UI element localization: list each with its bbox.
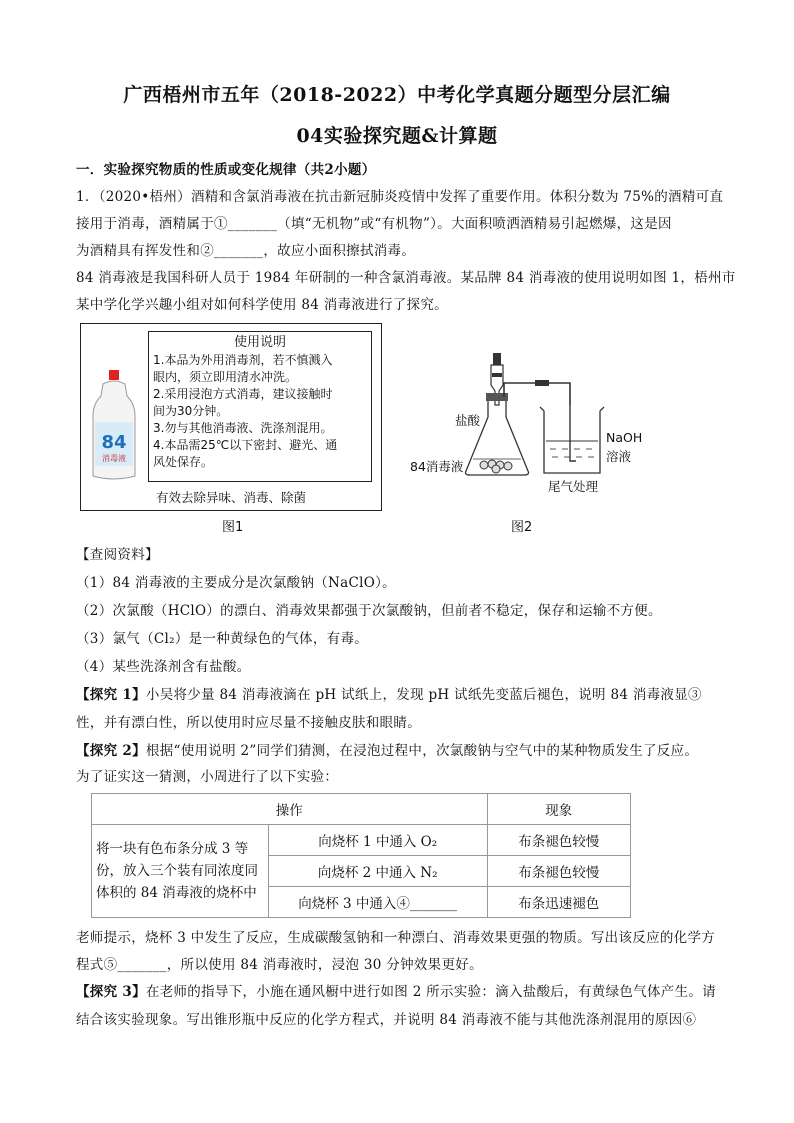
after-table-line: 程式⑤_______，所以使用 84 消毒液时，浸泡 30 分钟效果更好。 [76,957,483,973]
bottle-label: 84 [101,432,127,453]
materials-heading: 【查阅资料】 [76,547,159,563]
materials-item: （4）某些洗涤剂含有盐酸。 [76,659,251,675]
materials-item: （2）次氯酸（HClO）的漂白、消毒效果都强于次氯酸钠，但前者不稳定，保存和运输不方便。 [76,603,662,619]
solution-label: 溶液 [606,449,632,464]
experiment-table [91,793,631,918]
instruction-line: 1.本品为外用消毒剂，若不慎溅入 [153,353,333,367]
materials-item: （1）84 消毒液的主要成分是次氯酸钠（NaClO）。 [76,575,396,591]
bottle-sublabel: 消毒液 [102,454,126,463]
document-title: 广西梧州市五年（2018-2022）中考化学真题分题型分层汇编 [123,84,671,106]
table-row [92,825,631,856]
instruction-line: 4.本品需25℃以下密封、避光、通 [153,438,338,452]
disinfectant-label: 84消毒液 [410,459,464,474]
header-observation: 现象 [487,794,630,825]
explore-2-text: 根据“使用说明 2”同学们猜测，在浸泡过程中，次氯酸钠与空气中的某种物质发生了反应。 [145,743,699,759]
figure-1-caption: 有效去除异味、消毒、除菌 [155,490,306,505]
figure-1-label: 图1 [222,520,244,535]
instruction-line: 风处保存。 [153,455,214,469]
figure-2-apparatus [400,345,680,505]
materials-item: （3）氯气（Cl₂）是一种黄绿色的气体，有毒。 [76,631,369,647]
observation-cell: 布条褪色较慢 [487,856,630,887]
naoh-label: NaOH [606,430,643,445]
operation-step: 向烧杯 3 中通入④_______ [268,887,487,918]
question-line: 接用于消毒，酒精属于①_______（填“无机物”或“有机物”）。大面积喷洒酒精易引起燃爆，这是因 [76,216,672,232]
operation-main: 将一块有色布条分成 3 等份，放入三个装有同浓度同体积的 84 消毒液的烧杯中 [92,825,269,918]
explore-2-tag: 【探究 2】 [76,743,146,759]
explore-1-text: 小吴将少量 84 消毒液滴在 pH 试纸上，发现 pH 试纸先变蓝后褪色，说明 84 消毒液显③ [145,687,702,703]
explore-2-line [76,741,726,761]
table-header-row [92,794,631,825]
question-line: 1．（2020•梧州）酒精和含氯消毒液在抗击新冠肺炎疫情中发挥了重要作用。体积分数为 75%的酒精可直 [76,189,724,205]
hydrochloric-acid-label: 盐酸 [455,413,481,428]
explore-2-line: 为了证实这一猜测，小周进行了以下实验： [76,769,339,785]
observation-cell: 布条褪色较慢 [487,825,630,856]
instructions-title: 使用说明 [233,335,286,350]
explore-1-line [76,685,726,705]
question-line: 84 消毒液是我国科研人员于 1984 年研制的一种含氯消毒液。某品牌 84 消毒液的使用说明如图 1，梧州市 [76,270,736,286]
figure-2-label: 图2 [511,520,533,535]
document-subtitle: 04实验探究题&计算题 [296,125,498,147]
operation-step: 向烧杯 1 中通入 O₂ [268,825,487,856]
explore-1-line: 性，并有漂白性，所以使用时应尽量不接触皮肤和眼睛。 [76,715,421,731]
instruction-line: 间为30分钟。 [153,404,229,418]
explore-3-text: 在老师的指导下，小施在通风橱中进行如图 2 所示实验：滴入盐酸后，有黄绿色气体产生。请 [145,984,716,1000]
exhaust-label: 尾气处理 [548,479,599,494]
explore-1-tag: 【探究 1】 [76,687,146,703]
instruction-line: 眼内，须立即用清水冲洗。 [153,370,298,384]
explore-3-line [76,982,726,1002]
instruction-line: 3.勿与其他消毒液、洗涤剂混用。 [153,421,333,435]
section-heading: 一．实验探究物质的性质或变化规律（共2小题） [76,162,376,178]
explore-3-tag: 【探究 3】 [76,984,146,1000]
apparatus-drawing [400,345,680,505]
after-table-line: 老师提示，烧杯 3 中发生了反应，生成碳酸氢钠和一种漂白、消毒效果更强的物质。写出该反应的化学方 [76,930,716,946]
usage-instructions [148,331,372,482]
question-line: 某中学化学兴趣小组对如何科学使用 84 消毒液进行了探究。 [76,297,448,313]
question-line: 为酒精具有挥发性和②_______，故应小面积擦拭消毒。 [76,243,416,259]
operation-step: 向烧杯 2 中通入 N₂ [268,856,487,887]
instruction-line: 2.采用浸泡方式消毒，建议接触时 [153,387,333,401]
bottle-illustration [89,364,139,484]
figure-1-box [80,323,382,511]
explore-3-line: 结合该实验现象。写出锥形瓶中反应的化学方程式，并说明 84 消毒液不能与其他洗涤剂混用的原因⑥ [76,1012,697,1028]
observation-cell: 布条迅速褪色 [487,887,630,918]
header-operation: 操作 [92,794,488,825]
